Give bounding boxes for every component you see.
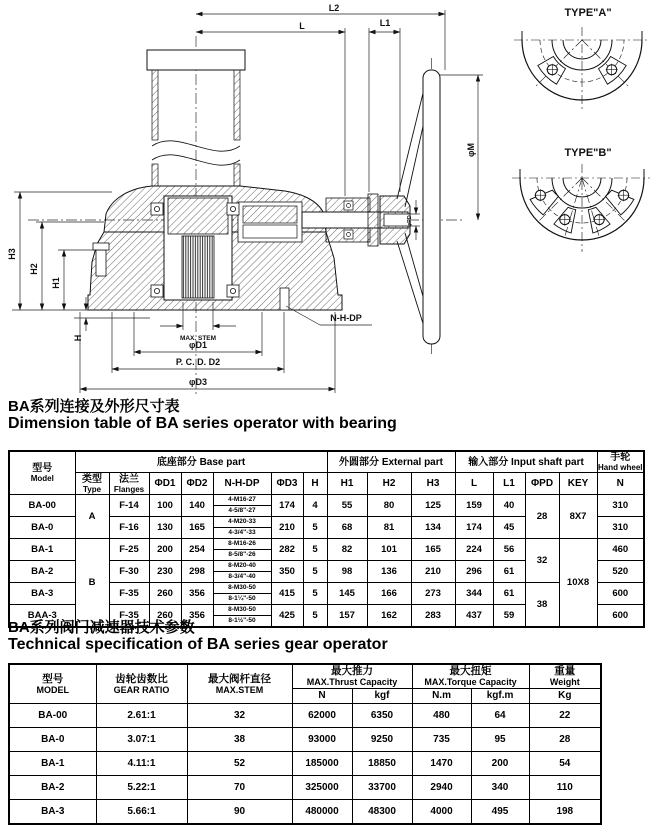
col-header-thrust-n: N <box>292 689 352 704</box>
dim-label-phi-pd: φPD <box>407 215 413 227</box>
spec-table <box>8 663 602 825</box>
cell-thrust-kgf: 9250 <box>352 728 412 752</box>
cell-torque-nm: 480 <box>412 704 471 728</box>
type-b-label: TYPE"B" <box>564 147 612 159</box>
cell-h2: 80 <box>367 495 411 517</box>
col-header-pd: ΦPD <box>525 473 559 495</box>
cell-flange: F-30 <box>109 561 149 583</box>
col-header-model: 型号 Model <box>9 451 75 495</box>
cell-weight: 22 <box>529 704 601 728</box>
type-a-view <box>514 7 650 112</box>
cell-torque-nm: 4000 <box>412 800 471 825</box>
cell-h2: 136 <box>367 561 411 583</box>
cell-flange: F-16 <box>109 517 149 539</box>
cell-l: 296 <box>455 561 493 583</box>
col-header-weight-kg: Kg <box>529 689 601 704</box>
cell-nhdp: 8-M20-40 8-3/4"-40 <box>213 561 271 583</box>
gearbox-housing <box>88 186 342 310</box>
cell-model: BA-1 <box>9 539 75 561</box>
cell-l1: 61 <box>493 561 525 583</box>
cell-torque-nm: 1470 <box>412 752 471 776</box>
cell-type: A <box>75 495 109 539</box>
col-group-torque: 最大扭矩 MAX.Torque Capacity <box>412 664 529 689</box>
cell-h: 5 <box>303 539 327 561</box>
cell-stem: 90 <box>187 800 292 825</box>
cell-thrust-n: 325000 <box>292 776 352 800</box>
cell-d1: 130 <box>149 517 181 539</box>
section2-titles <box>8 619 388 654</box>
cell-model: BAA-3 <box>9 605 75 628</box>
dim-label-n-h-dp: N-H-DP <box>330 313 362 323</box>
cell-h1: 145 <box>327 583 367 605</box>
cell-h: 5 <box>303 561 327 583</box>
cell-ratio: 5.66:1 <box>96 800 187 825</box>
cell-h: 5 <box>303 605 327 628</box>
cell-pd: 38 <box>525 583 559 628</box>
col-header-torque-kgfm: kgf.m <box>471 689 529 704</box>
header-row-groups <box>9 451 644 473</box>
table-row <box>9 776 601 800</box>
col-header-h1: H1 <box>327 473 367 495</box>
cell-type: B <box>75 539 109 628</box>
col-header-l1: L1 <box>493 473 525 495</box>
cell-h1: 82 <box>327 539 367 561</box>
cell-thrust-kgf: 6350 <box>352 704 412 728</box>
cell-d3: 174 <box>271 495 303 517</box>
cell-h2: 162 <box>367 605 411 628</box>
cell-weight: 54 <box>529 752 601 776</box>
col-header-l: L <box>455 473 493 495</box>
cell-ratio: 5.22:1 <box>96 776 187 800</box>
cell-h1: 55 <box>327 495 367 517</box>
cell-flange: F-25 <box>109 539 149 561</box>
cell-n: 600 <box>597 583 644 605</box>
cell-weight: 198 <box>529 800 601 825</box>
dimension-table <box>8 450 645 628</box>
cell-model: BA-00 <box>9 704 96 728</box>
cell-weight: 28 <box>529 728 601 752</box>
col-header-h: H <box>303 473 327 495</box>
cell-l1: 40 <box>493 495 525 517</box>
cell-model: BA-3 <box>9 800 96 825</box>
cell-thrust-kgf: 18850 <box>352 752 412 776</box>
cell-model: BA-2 <box>9 561 75 583</box>
col-group-thrust: 最大推力 MAX.Thrust Capacity <box>292 664 412 689</box>
cell-d2: 165 <box>181 517 213 539</box>
cell-stem: 52 <box>187 752 292 776</box>
section1-titles <box>8 398 397 433</box>
section1-title-zh: BA系列连接及外形尺寸表 <box>8 398 180 415</box>
cell-nhdp: 8-M16-26 8-5/8"-26 <box>213 539 271 561</box>
cell-n: 310 <box>597 517 644 539</box>
col-header-nhdp: N-H-DP <box>213 473 271 495</box>
col-group-base-part: 底座部分 Base part <box>75 451 327 473</box>
table-row <box>9 704 601 728</box>
cell-l1: 45 <box>493 517 525 539</box>
col-header-gear-ratio: 齿轮齿数比 GEAR RATIO <box>96 664 187 704</box>
cell-n: 600 <box>597 605 644 628</box>
col-header-torque-nm: N.m <box>412 689 471 704</box>
col-group-external-part: 外圆部分 External part <box>327 451 455 473</box>
dim-label-phi-m: φM <box>466 143 476 157</box>
dim-label-h3: H3 <box>7 248 17 260</box>
cell-d3: 415 <box>271 583 303 605</box>
dim-label-h1: H1 <box>51 277 61 289</box>
col-header-weight: 重量 Weight <box>529 664 601 689</box>
col-header-d1: ΦD1 <box>149 473 181 495</box>
cell-flange: F-35 <box>109 583 149 605</box>
cell-flange: F-14 <box>109 495 149 517</box>
col-header-h2: H2 <box>367 473 411 495</box>
cell-torque-kgfm: 64 <box>471 704 529 728</box>
cell-h3: 273 <box>411 583 455 605</box>
cell-h: 5 <box>303 583 327 605</box>
section2-title-en: Technical specification of BA series gear operator <box>8 636 388 653</box>
dim-label-h2: H2 <box>29 263 39 275</box>
header-row-groups <box>9 664 601 689</box>
cell-d2: 298 <box>181 561 213 583</box>
col-group-input-shaft: 输入部分 Input shaft part <box>455 451 597 473</box>
cell-nhdp: 4-M20-33 4-3/4"-33 <box>213 517 271 539</box>
cell-d1: 260 <box>149 583 181 605</box>
cell-n: 460 <box>597 539 644 561</box>
cell-l: 159 <box>455 495 493 517</box>
cell-l: 437 <box>455 605 493 628</box>
dim-label-phi-d1: φD1 <box>189 340 207 350</box>
cell-pd: 28 <box>525 495 559 539</box>
cell-d3: 350 <box>271 561 303 583</box>
cell-l: 224 <box>455 539 493 561</box>
cell-h1: 68 <box>327 517 367 539</box>
cell-nhdp: 8-M30-50 8-1½"-50 <box>213 605 271 628</box>
col-header-max-stem: 最大阀杆直径 MAX.STEM <box>187 664 292 704</box>
cell-torque-kgfm: 200 <box>471 752 529 776</box>
cell-l1: 59 <box>493 605 525 628</box>
cell-model: BA-2 <box>9 776 96 800</box>
cell-model: BA-00 <box>9 495 75 517</box>
cell-h3: 134 <box>411 517 455 539</box>
dim-label-l: L <box>299 21 305 31</box>
cell-l: 344 <box>455 583 493 605</box>
dim-label-phi-d3: φD3 <box>189 377 207 387</box>
dim-label-l1: L1 <box>379 18 391 28</box>
cell-thrust-n: 62000 <box>292 704 352 728</box>
cell-thrust-n: 480000 <box>292 800 352 825</box>
cell-n: 520 <box>597 561 644 583</box>
table-row <box>9 752 601 776</box>
cell-l: 174 <box>455 517 493 539</box>
col-header-model: 型号 MODEL <box>9 664 96 704</box>
cell-torque-kgfm: 340 <box>471 776 529 800</box>
cell-l1: 61 <box>493 583 525 605</box>
cell-h3: 125 <box>411 495 455 517</box>
col-header-flange: 法兰 Flanges <box>109 473 149 495</box>
cell-thrust-kgf: 48300 <box>352 800 412 825</box>
cell-h1: 157 <box>327 605 367 628</box>
dim-label-h: H <box>73 334 83 342</box>
cell-nhdp: 8-M30-50 8-1¼"-50 <box>213 583 271 605</box>
cell-h1: 98 <box>327 561 367 583</box>
cell-h2: 81 <box>367 517 411 539</box>
cell-d1: 100 <box>149 495 181 517</box>
cell-thrust-n: 185000 <box>292 752 352 776</box>
cell-key: 8X7 <box>559 495 597 539</box>
section2-title-zh: BA系列阀门减速器技术参数 <box>8 619 195 636</box>
header-row-columns <box>9 473 644 495</box>
cell-ratio: 4.11:1 <box>96 752 187 776</box>
col-header-d3: ΦD3 <box>271 473 303 495</box>
col-header-key: KEY <box>559 473 597 495</box>
col-header-type: 类型 Type <box>75 473 109 495</box>
col-header-n: N <box>597 473 644 495</box>
cell-thrust-kgf: 33700 <box>352 776 412 800</box>
cell-stem: 70 <box>187 776 292 800</box>
cell-d1: 260 <box>149 605 181 628</box>
cell-d1: 200 <box>149 539 181 561</box>
cell-model: BA-0 <box>9 728 96 752</box>
col-header-thrust-kgf: kgf <box>352 689 412 704</box>
cell-h3: 283 <box>411 605 455 628</box>
cell-h: 5 <box>303 517 327 539</box>
technical-drawing <box>0 0 650 398</box>
cell-d2: 356 <box>181 605 213 628</box>
section1-title-en: Dimension table of BA series operator with bearing <box>8 415 397 432</box>
col-header-h3: H3 <box>411 473 455 495</box>
dim-label-pcd-d2: P. C. D. D2 <box>175 357 221 367</box>
cell-thrust-n: 93000 <box>292 728 352 752</box>
cell-l1: 56 <box>493 539 525 561</box>
cell-h3: 165 <box>411 539 455 561</box>
cell-weight: 110 <box>529 776 601 800</box>
table-row <box>9 495 644 517</box>
cell-stem: 38 <box>187 728 292 752</box>
cell-pd: 32 <box>525 539 559 583</box>
dim-label-l2: L2 <box>328 3 340 13</box>
cell-h: 4 <box>303 495 327 517</box>
cell-torque-kgfm: 95 <box>471 728 529 752</box>
col-header-d2: ΦD2 <box>181 473 213 495</box>
cell-model: BA-0 <box>9 517 75 539</box>
type-b-view <box>512 147 650 252</box>
cell-nhdp: 4-M16-27 4-5/8"-27 <box>213 495 271 517</box>
col-group-hand-wheel: 手轮 Hand wheel <box>598 452 643 472</box>
cell-h3: 210 <box>411 561 455 583</box>
type-a-label: TYPE"A" <box>564 7 612 19</box>
cell-d2: 254 <box>181 539 213 561</box>
cell-key: 10X8 <box>559 539 597 628</box>
dim-label-max-stem: MAX. STEM <box>179 335 217 342</box>
cell-d3: 210 <box>271 517 303 539</box>
cell-ratio: 2.61:1 <box>96 704 187 728</box>
cell-d2: 356 <box>181 583 213 605</box>
cell-d3: 425 <box>271 605 303 628</box>
cell-torque-nm: 735 <box>412 728 471 752</box>
cell-d1: 230 <box>149 561 181 583</box>
cell-model: BA-1 <box>9 752 96 776</box>
cell-h2: 101 <box>367 539 411 561</box>
cell-flange: F-35 <box>109 605 149 628</box>
cell-d2: 140 <box>181 495 213 517</box>
cell-torque-kgfm: 495 <box>471 800 529 825</box>
handwheel <box>380 70 440 344</box>
table-row <box>9 800 601 825</box>
cell-d3: 282 <box>271 539 303 561</box>
table-row <box>9 728 601 752</box>
cell-stem: 32 <box>187 704 292 728</box>
cell-ratio: 3.07:1 <box>96 728 187 752</box>
cell-n: 310 <box>597 495 644 517</box>
table-row <box>9 539 644 561</box>
cell-h2: 166 <box>367 583 411 605</box>
cell-model: BA-3 <box>9 583 75 605</box>
cell-torque-nm: 2940 <box>412 776 471 800</box>
